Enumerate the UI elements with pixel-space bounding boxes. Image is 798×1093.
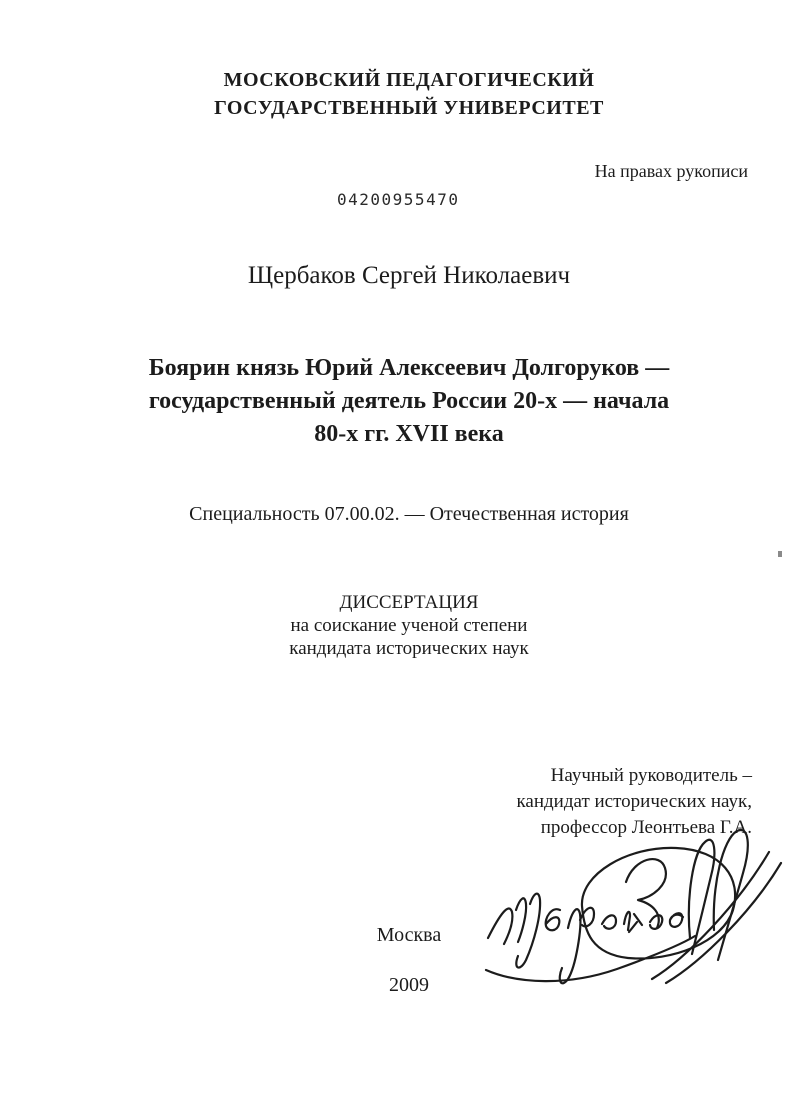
university-name — [0, 66, 798, 122]
supervisor-degree-line: кандидат исторических наук, — [516, 791, 752, 812]
city-line: Москва — [376, 924, 442, 946]
dissertation-title-line3: 80-х гг. XVII века — [314, 421, 504, 447]
document-type-block — [0, 591, 798, 660]
author-name: Щербаков Сергей Николаевич — [247, 262, 571, 289]
signature-ink-icon — [476, 818, 798, 988]
handwritten-signature — [476, 818, 798, 988]
registration-number-stamp: 04200955470 — [337, 190, 460, 209]
dissertation-title-line2: государственный деятель России 20-х — начала — [148, 388, 670, 414]
year-line: 2009 — [389, 974, 429, 996]
supervisor-name-line: профессор Леонтьева Г.А. — [540, 817, 752, 838]
dissertation-title-line1: Боярин князь Юрий Алексеевич Долгоруков — — [148, 355, 670, 381]
specialty-line: Специальность 07.00.02. — Отечественная история — [189, 503, 629, 525]
scan-artifact-speck — [778, 551, 782, 557]
supervisor-role-line: Научный руководитель – — [550, 765, 752, 786]
degree-name-line: кандидата исторических наук — [289, 638, 529, 659]
university-name-line2: ГОСУДАРСТВЕННЫЙ УНИВЕРСИТЕТ — [214, 97, 604, 119]
university-name-line1: МОСКОВСКИЙ ПЕДАГОГИЧЕСКИЙ — [223, 69, 595, 91]
document-type-heading: ДИССЕРТАЦИЯ — [339, 592, 479, 613]
degree-pursuit-line: на соискание ученой степени — [290, 615, 528, 636]
manuscript-rights-note: На правах рукописи — [594, 161, 748, 181]
dissertation-title — [0, 352, 798, 451]
